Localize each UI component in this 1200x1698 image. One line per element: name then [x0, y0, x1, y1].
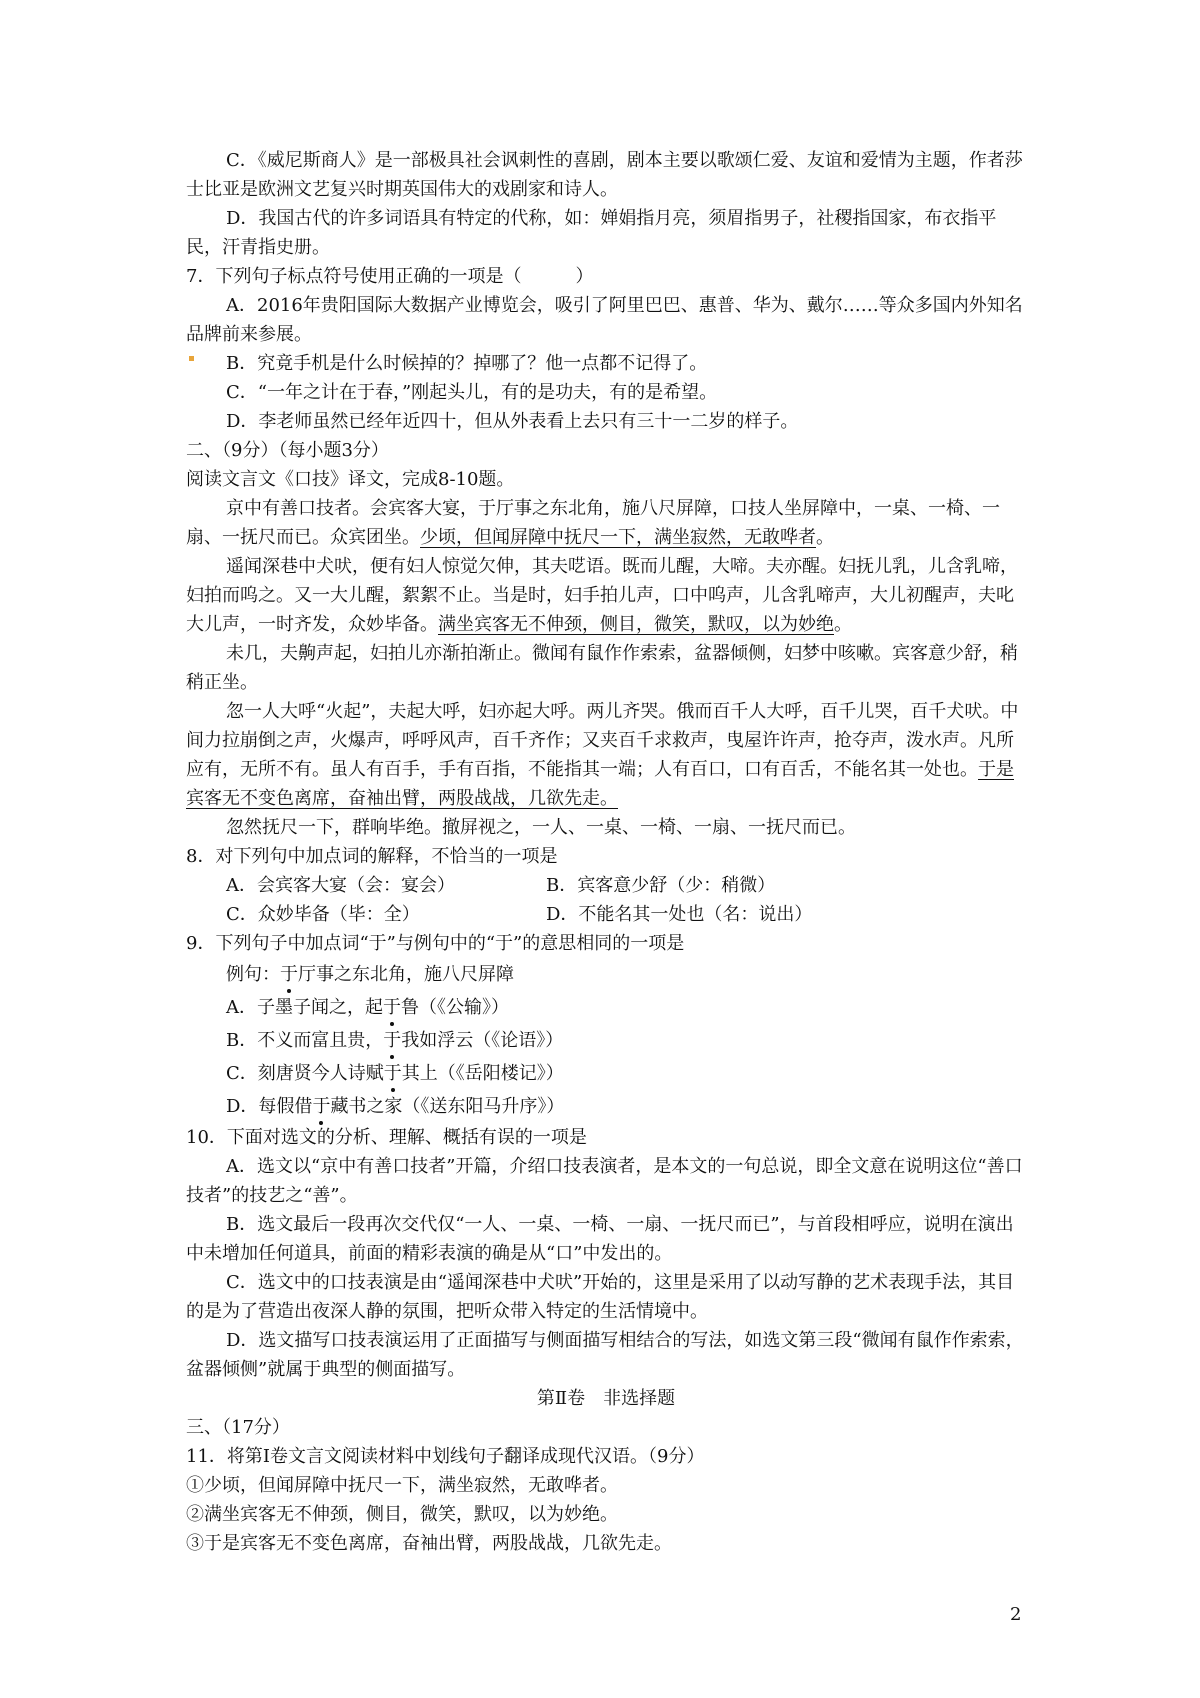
passage-p2-text: 遥闻深巷中犬吠，便有妇人惊觉欠伸，其夫呓语。既而儿醒，大啼。夫亦醒。妇抚儿乳，儿含乳啼，妇拍而呜之。又一大儿醒，絮絮不止。当是时，妇手拍儿声，口中呜声，儿含乳啼声，大儿初醒声，夫叱大儿声，一时齐发，众妙毕备。 — [186, 556, 1018, 635]
q10-option-c: C．选文中的口技表演是由“遥闻深巷中犬吠”开始的，这里是采用了以动写静的艺术表现手法，其目的是为了营造出夜深人静的氛围，把听众带入特定的生活情境中。 — [186, 1272, 1015, 1322]
passage-paragraph-3: 未几，夫齁声起，妇拍儿亦渐拍渐止。微闻有鼠作作索索，盆器倾侧，妇梦中咳嗽。宾客意少舒，稍稍正坐。 — [186, 643, 1018, 693]
underlined-sentence-3: 于是宾客无不变色离席，奋袖出臂，两股战战，几欲先走。 — [186, 759, 1014, 809]
passage-paragraph-2 — [186, 552, 1026, 639]
passage-paragraph-5: 忽然抚尺一下，群响毕绝。撤屏视之，一人、一桌、一椅、一扇、一抚尺而已。 — [226, 817, 856, 838]
passage-paragraph-1 — [186, 494, 1026, 552]
q9-b-post: 我如浮云（《论语》） — [401, 1030, 564, 1051]
q6-option-d: D．我国古代的许多词语具有特定的代称，如：婵娟指月亮，须眉指男子，社稷指国家，布衣指平民，汗青指史册。 — [186, 208, 997, 258]
q8-option-b: B．宾客意少舒（少：稍微） — [546, 875, 776, 896]
q9-d-pre: D．每假借 — [226, 1096, 313, 1117]
q8-stem: 8．对下列句中加点词的解释，不恰当的一项是 — [186, 846, 558, 867]
q9-a-pre: A．子墨子闻之，起 — [226, 997, 383, 1018]
passage-p4-text: 忽一人大呼“火起”，夫起大呼，妇亦起大呼。两儿齐哭。俄而百千人大呼，百千儿哭，百千犬吠。中间力拉崩倒之声，火爆声，呼呼风声，百千齐作；又夹百千求救声，曳屋许许声，抢夺声，泼水声。凡所应有，无所不有。虽人有百手，手有百指，不能指其一端；人有百口，口有百舌，不能名其一处也。 — [186, 701, 1019, 780]
q8-options-row-2 — [186, 900, 1026, 929]
dotted-word: 于 — [383, 997, 401, 1018]
q9-example-post: 厅事之东北角，施八尺屏障 — [298, 964, 514, 985]
q11-sentence-1: ①少顷，但闻屏障中抚尺一下，满坐寂然，无敢哗者。 — [186, 1475, 618, 1496]
dotted-word: 于 — [383, 1030, 402, 1051]
q9-c-post: 其上（《岳阳楼记》） — [401, 1063, 564, 1084]
q8-option-c: C．众妙毕备（毕：全） — [226, 904, 420, 925]
passage-p1-text: 京中有善口技者。会宾客大宴，于厅事之东北角，施八尺屏障，口技人坐屏障中，一桌、一椅、一扇、一抚尺而已。众宾团坐。 — [186, 498, 1000, 548]
q7-option-d: D．李老师虽然已经年近四十，但从外表看上去只有三十一二岁的样子。 — [226, 411, 799, 432]
dotted-word: 于 — [312, 1096, 331, 1117]
section-2-heading: 二、（9分）（每小题3分） — [186, 440, 389, 461]
dotted-word: 于 — [383, 1063, 402, 1084]
q7-option-a: A．2016年贵阳国际大数据产业博览会，吸引了阿里巴巴、惠普、华为、戴尔……等众多国内外知名品牌前来参展。 — [186, 295, 1023, 345]
q8-options-row-1 — [186, 871, 1026, 900]
dotted-word: 于 — [280, 964, 298, 985]
q10-stem: 10．下面对选文的分析、理解、概括有误的一项是 — [186, 1127, 587, 1148]
q7-option-b: B．究竟手机是什么时候掉的？掉哪了？他一点都不记得了。 — [226, 353, 708, 374]
part-2-title: 第Ⅱ卷 非选择题 — [536, 1388, 676, 1409]
q8-option-d: D．不能名其一处也（名：说出） — [546, 904, 813, 925]
q9-option-c — [186, 1057, 1026, 1090]
q9-d-post: 藏书之家（《送东阳马升序》） — [330, 1096, 565, 1117]
page-content — [186, 146, 1026, 1558]
q7-stem: 7．下列句子标点符号使用正确的一项是（ ） — [186, 266, 594, 287]
q11-stem: 11．将第Ⅰ卷文言文阅读材料中划线句子翻译成现代汉语。（9分） — [186, 1446, 705, 1467]
underlined-sentence-2: 满坐宾客无不伸颈，侧目，微笑，默叹，以为妙绝 — [438, 614, 834, 635]
q9-stem: 9．下列句子中加点词“于”与例句中的“于”的意思相同的一项是 — [186, 933, 685, 954]
section-3-heading: 三、（17分） — [186, 1417, 290, 1438]
q9-c-pre: C．刻唐贤今人诗赋 — [226, 1063, 384, 1084]
q8-option-a: A．会宾客大宴（会：宴会） — [226, 875, 455, 896]
q9-example-pre: 例句： — [226, 964, 280, 985]
section-2-intro: 阅读文言文《口技》译文，完成8-10题。 — [186, 469, 515, 490]
passage-p1-end: 。 — [816, 527, 834, 548]
underlined-sentence-1: 少顷，但闻屏障中抚尺一下，满坐寂然，无敢哗者 — [420, 527, 816, 548]
passage-paragraph-4 — [186, 697, 1026, 813]
q11-sentence-2: ②满坐宾客无不伸颈，侧目，微笑，默叹，以为妙绝。 — [186, 1504, 618, 1525]
q11-sentence-3: ③于是宾客无不变色离席，奋袖出臂，两股战战，几欲先走。 — [186, 1533, 672, 1554]
passage-p2-end: 。 — [834, 614, 852, 635]
q9-option-b — [186, 1024, 1026, 1057]
q9-b-pre: B．不义而富且贵， — [226, 1030, 384, 1051]
page-number: 2 — [1010, 1604, 1022, 1625]
q9-option-a — [186, 991, 1026, 1024]
q7-option-c: C．“一年之计在于春，”刚起头儿，有的是功夫，有的是希望。 — [226, 382, 718, 403]
q9-option-d — [186, 1090, 1026, 1123]
q10-option-b: B．选文最后一段再次交代仅“一人、一桌、一椅、一扇、一抚尺而已”，与首段相呼应，说明在演出中未增加任何道具，前面的精彩表演的确是从“口”中发出的。 — [186, 1214, 1014, 1264]
q10-option-a: A．选文以“京中有善口技者”开篇，介绍口技表演者，是本文的一句总说，即全文意在说明这位“善口技者”的技艺之“善”。 — [186, 1156, 1023, 1206]
q10-option-d: D．选文描写口技表演运用了正面描写与侧面描写相结合的写法，如选文第三段“微闻有鼠作作索索，盆器倾侧”就属于典型的侧面描写。 — [186, 1330, 1024, 1380]
q9-a-post: 鲁（《公输》） — [401, 997, 509, 1018]
q9-example — [186, 958, 1026, 991]
q6-option-c: C．《威尼斯商人》是一部极具社会讽刺性的喜剧，剧本主要以歌颂仁爱、友谊和爱情为主题，作者莎士比亚是欧洲文艺复兴时期英国伟大的戏剧家和诗人。 — [186, 150, 1023, 200]
